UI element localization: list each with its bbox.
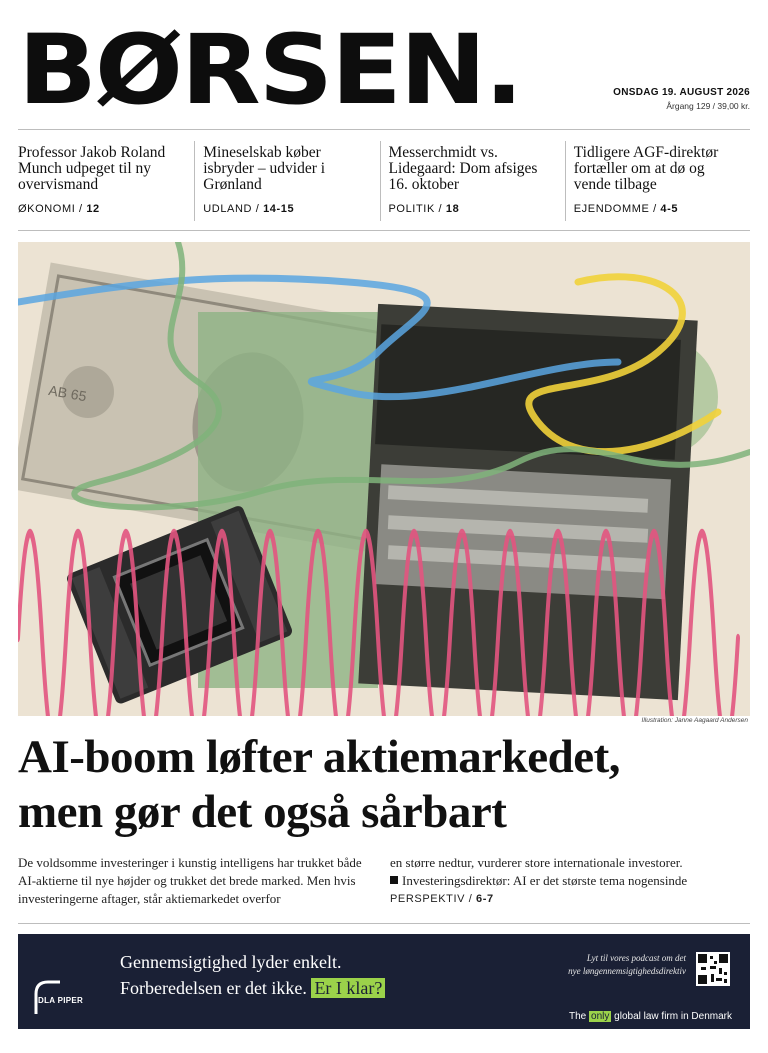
svg-text:AB 65: AB 65: [47, 381, 88, 405]
ad-cta-button[interactable]: Er I klar?: [311, 978, 385, 998]
teaser-item[interactable]: [18, 141, 194, 221]
teaser-pages: 4-5: [660, 203, 679, 215]
ad-headline-line-2: [120, 978, 385, 999]
ad-tagline-post: global law firm in Denmark: [614, 1011, 732, 1022]
lead-bullet[interactable]: [390, 872, 750, 890]
lead-section-pages: 6-7: [476, 893, 494, 905]
lead-body-right: [390, 854, 750, 908]
teaser-title[interactable]: Tidligere AGF-direktør fortæller om at dø og vende tilbage: [573, 144, 719, 193]
teaser-pages: 14-15: [263, 203, 295, 215]
ad-headline-line-2-text: Forberedelsen er det ikke.: [120, 978, 307, 998]
teaser-section: UDLAND / 14-15: [203, 203, 295, 215]
lead-headline[interactable]: [18, 730, 758, 840]
teaser-title[interactable]: Messerchmidt vs. Lidegaard: Dom afsiges 16. oktober: [388, 144, 538, 193]
ad-podcast-text: [486, 952, 686, 978]
ad-tagline: [569, 1011, 732, 1022]
issue-date: ONSDAG 19. AUGUST 2026: [613, 87, 750, 98]
teaser-item[interactable]: [380, 141, 565, 221]
teaser-item[interactable]: [194, 141, 379, 221]
ad-tagline-pre: The: [569, 1011, 587, 1022]
teaser-title[interactable]: Mineselskab køber isbryder – udvider i Grønland: [203, 144, 326, 193]
teaser-section-name: UDLAND: [203, 203, 253, 215]
photo-credit: Illustration: Janne Aagaard Andersen: [641, 717, 748, 724]
issue-price: Årgang 129 / 39,00 kr.: [666, 101, 750, 111]
teaser-item[interactable]: [565, 141, 750, 221]
hero-illustration[interactable]: [18, 242, 750, 716]
teaser-section-name: EJENDOMME: [573, 203, 650, 215]
collage-illustration: [18, 242, 750, 716]
qr-code-icon[interactable]: [696, 952, 730, 986]
newspaper-logo[interactable]: BØRSEN.: [18, 14, 522, 126]
headline-line-2[interactable]: men gør det også sårbart: [18, 786, 507, 838]
ad-podcast-line-2: nye løngennemsigtighedsdirektiv: [568, 966, 686, 976]
ad-rule: [18, 923, 750, 924]
lead-section-link[interactable]: PERSPEKTIV / 6-7: [390, 893, 494, 905]
lead-body-left: De voldsomme investeringer i kunstig intelligens har trukket både AI-aktierne til nye højder og trukket det brede marked. Men hvis investeringerne aftager, står aktiemarkedet overfor: [18, 855, 362, 906]
ad-podcast-line-1: Lyt til vores podcast om det: [586, 953, 686, 963]
teaser-pages: 12: [86, 203, 100, 215]
masthead: [18, 14, 750, 126]
teaser-title[interactable]: Professor Jakob Roland Munch udpeget til ny overvismand: [18, 144, 166, 193]
teaser-section: POLITIK / 18: [388, 203, 460, 215]
ad-brand-name: DLA PIPER: [38, 996, 84, 1005]
lead-section-name: PERSPEKTIV: [390, 893, 466, 905]
lead-body-continued: en større nedtur, vurderer store internationale investorer.: [390, 855, 683, 870]
advertisement-banner[interactable]: [18, 934, 750, 1029]
ad-headline-line-1: Gennemsigtighed lyder enkelt.: [120, 952, 342, 972]
teaser-strip: [18, 141, 750, 221]
teaser-rule: [18, 230, 750, 231]
teaser-section: ØKONOMI / 12: [18, 203, 100, 215]
lead-bullet-text[interactable]: Investeringsdirektør: AI er det største tema nogensinde: [402, 873, 688, 888]
headline-line-1[interactable]: AI-boom løfter aktiemarkedet,: [18, 731, 621, 783]
teaser-section-name: POLITIK: [388, 203, 435, 215]
teaser-pages: 18: [445, 203, 460, 215]
dateline: [613, 87, 750, 111]
top-rule: [18, 129, 750, 130]
bullet-square-icon: [390, 876, 398, 884]
teaser-section-name: ØKONOMI: [18, 203, 76, 215]
teaser-section: EJENDOMME / 4-5: [573, 203, 679, 215]
ad-tagline-highlight: only: [591, 1011, 610, 1022]
